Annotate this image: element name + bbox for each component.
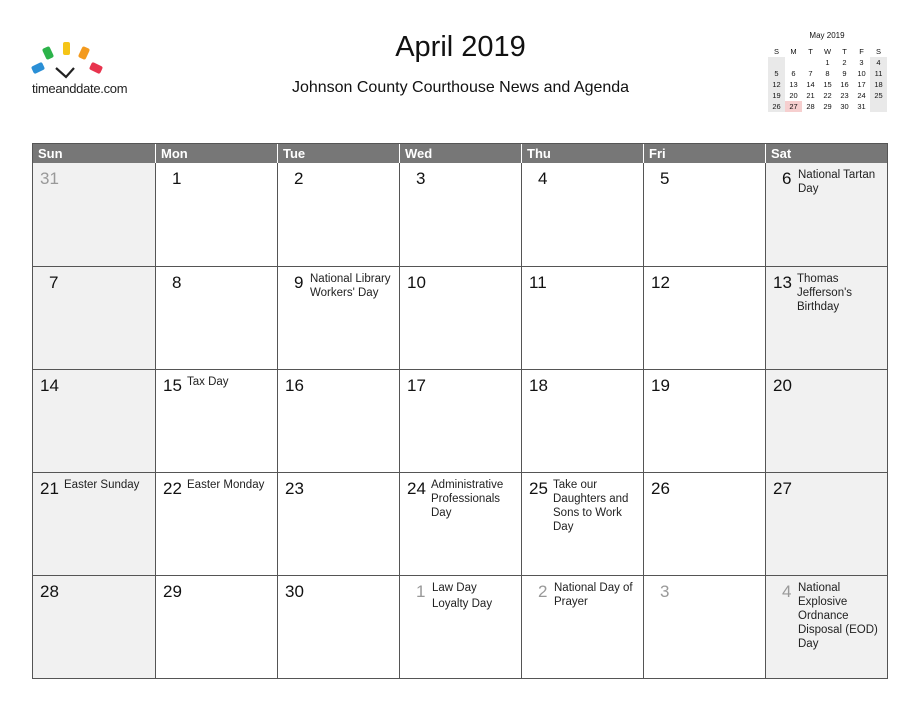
mini-day: 3 xyxy=(859,58,864,67)
day-cell[interactable] xyxy=(399,266,521,369)
day-number: 18 xyxy=(529,376,548,395)
event-label[interactable]: Administrative Professionals Day xyxy=(431,479,504,519)
day-number: 2 xyxy=(294,169,304,188)
event-label[interactable]: Law Day xyxy=(432,582,477,594)
day-cell[interactable] xyxy=(399,163,521,266)
day-number: 6 xyxy=(782,169,792,188)
day-cell[interactable] xyxy=(521,369,643,472)
event-list xyxy=(553,478,641,536)
day-number: 20 xyxy=(773,376,792,395)
day-number: 17 xyxy=(407,376,426,395)
mini-calendar-grid xyxy=(768,46,886,112)
mini-day: 2 xyxy=(842,58,847,67)
day-number: 3 xyxy=(660,582,670,601)
day-number: 8 xyxy=(172,273,182,292)
day-number: 12 xyxy=(651,273,670,292)
event-label[interactable]: National Tartan Day xyxy=(798,169,876,195)
event-list xyxy=(64,478,152,494)
day-cell[interactable] xyxy=(643,266,765,369)
event-label[interactable]: Easter Sunday xyxy=(64,479,140,491)
mini-day: 23 xyxy=(840,91,849,100)
day-number: 3 xyxy=(416,169,426,188)
day-number: 4 xyxy=(782,582,792,601)
day-cell[interactable] xyxy=(765,369,887,472)
day-number: 25 xyxy=(529,479,548,498)
day-cell[interactable] xyxy=(399,369,521,472)
calendar-title: April 2019 xyxy=(395,31,526,63)
mini-calendar xyxy=(768,31,886,112)
day-cell[interactable] xyxy=(643,575,765,678)
event-label[interactable]: Loyalty Day xyxy=(432,598,493,610)
day-number: 21 xyxy=(40,479,59,498)
mini-day: 8 xyxy=(825,69,830,78)
event-list xyxy=(798,168,885,198)
day-cell[interactable] xyxy=(765,163,887,266)
day-cell[interactable] xyxy=(277,369,399,472)
event-label[interactable]: National Library Workers' Day xyxy=(310,273,391,299)
weekday-header-mon: Mon xyxy=(155,144,277,163)
day-number: 27 xyxy=(773,479,792,498)
mini-day: 27 xyxy=(785,101,802,112)
day-cell[interactable] xyxy=(521,575,643,678)
event-list xyxy=(554,581,641,611)
event-label[interactable]: National Day of Prayer xyxy=(554,582,633,608)
day-number: 9 xyxy=(294,273,304,292)
mini-day: 26 xyxy=(768,101,785,112)
day-cell[interactable] xyxy=(155,163,277,266)
mini-day: 1 xyxy=(825,58,830,67)
mini-day: 10 xyxy=(857,69,866,78)
mini-day: 24 xyxy=(857,91,866,100)
mini-day: 18 xyxy=(870,79,887,90)
day-number: 23 xyxy=(285,479,304,498)
mini-day: 19 xyxy=(768,90,785,101)
day-cell[interactable] xyxy=(521,472,643,575)
mini-day: 11 xyxy=(870,68,887,79)
day-cell[interactable] xyxy=(277,472,399,575)
event-label[interactable]: Thomas Jefferson's Birthday xyxy=(797,273,853,313)
day-cell[interactable] xyxy=(643,472,765,575)
mini-calendar-title: May 2019 xyxy=(809,31,845,40)
day-cell[interactable] xyxy=(643,163,765,266)
event-list xyxy=(797,272,885,316)
weekday-header-wed: Wed xyxy=(399,144,521,163)
day-cell[interactable] xyxy=(33,266,155,369)
day-cell[interactable] xyxy=(399,575,521,678)
day-number: 24 xyxy=(407,479,426,498)
mini-day: 4 xyxy=(870,57,887,68)
day-number: 29 xyxy=(163,582,182,601)
day-number: 7 xyxy=(49,273,59,292)
day-cell[interactable] xyxy=(765,266,887,369)
day-cell[interactable] xyxy=(277,575,399,678)
mini-day-header: S xyxy=(773,47,779,56)
mini-day-header: F xyxy=(859,47,864,56)
mini-day: 9 xyxy=(842,69,847,78)
mini-day: 30 xyxy=(840,102,849,111)
day-cell[interactable] xyxy=(399,472,521,575)
day-number: 14 xyxy=(40,376,59,395)
logo-text: timeanddate.com xyxy=(32,81,128,96)
mini-day: 20 xyxy=(789,91,798,100)
weekday-header-sun: Sun xyxy=(38,146,63,161)
mini-day: 21 xyxy=(806,91,815,100)
mini-day-header: T xyxy=(842,47,847,56)
day-cell[interactable] xyxy=(521,163,643,266)
day-number: 31 xyxy=(40,169,59,188)
day-number: 30 xyxy=(285,582,304,601)
event-label[interactable]: Easter Monday xyxy=(187,479,265,491)
day-cell[interactable] xyxy=(155,266,277,369)
event-list xyxy=(187,478,275,494)
day-cell[interactable] xyxy=(155,472,277,575)
day-number: 1 xyxy=(416,582,426,601)
calendar-subtitle: Johnson County Courthouse News and Agenda xyxy=(291,79,630,96)
day-cell[interactable] xyxy=(765,575,887,678)
mini-day: 14 xyxy=(806,80,815,89)
mini-day: 17 xyxy=(857,80,866,89)
day-number: 5 xyxy=(660,169,670,188)
mini-day: 25 xyxy=(870,90,887,101)
mini-day: 31 xyxy=(857,102,866,111)
mini-day: 29 xyxy=(823,102,832,111)
day-cell[interactable] xyxy=(521,266,643,369)
weekday-header-tue: Tue xyxy=(277,144,399,163)
mini-day: 12 xyxy=(768,79,785,90)
event-list xyxy=(431,478,519,522)
weekday-header-sat: Sat xyxy=(765,144,887,163)
mini-day: 28 xyxy=(806,102,815,111)
mini-day: 5 xyxy=(768,68,785,79)
day-number: 13 xyxy=(773,273,792,292)
mini-day: 15 xyxy=(823,80,832,89)
mini-day: 13 xyxy=(789,80,798,89)
event-label[interactable]: Tax Day xyxy=(187,376,229,388)
mini-day: 22 xyxy=(823,91,832,100)
day-number: 19 xyxy=(651,376,670,395)
mini-day-header: S xyxy=(875,47,881,56)
day-cell[interactable] xyxy=(33,369,155,472)
day-cell[interactable] xyxy=(277,163,399,266)
mini-day xyxy=(870,101,887,112)
mini-day-header: T xyxy=(808,47,813,56)
weekday-header-thu: Thu xyxy=(521,144,643,163)
day-number: 28 xyxy=(40,582,59,601)
day-cell[interactable] xyxy=(277,266,399,369)
day-number: 22 xyxy=(163,479,182,498)
day-cell[interactable] xyxy=(33,472,155,575)
month-calendar xyxy=(32,143,888,679)
event-list xyxy=(310,272,397,302)
event-label[interactable]: National Explosive Ordnance Disposal (EOD) Day xyxy=(798,582,878,650)
mini-day-header: W xyxy=(823,47,832,56)
event-list xyxy=(187,375,275,391)
mini-day xyxy=(802,57,819,68)
day-number: 1 xyxy=(172,169,182,188)
day-number: 2 xyxy=(538,582,548,601)
event-list xyxy=(432,581,519,613)
day-number: 16 xyxy=(285,376,304,395)
mini-day xyxy=(768,57,785,68)
event-label[interactable]: Take our Daughters and Sons to Work Day xyxy=(553,479,629,533)
day-cell[interactable] xyxy=(765,472,887,575)
mini-day: 6 xyxy=(791,69,796,78)
mini-day xyxy=(785,57,802,68)
day-cell[interactable] xyxy=(33,575,155,678)
day-cell[interactable] xyxy=(155,575,277,678)
mini-day-header: M xyxy=(790,47,797,56)
weekday-header-row xyxy=(33,144,887,163)
day-cell[interactable] xyxy=(33,163,155,266)
day-cell[interactable] xyxy=(643,369,765,472)
day-number: 10 xyxy=(407,273,426,292)
day-number: 11 xyxy=(529,273,547,292)
event-list xyxy=(798,581,885,653)
mini-day: 16 xyxy=(840,80,849,89)
day-number: 15 xyxy=(163,376,182,395)
day-number: 26 xyxy=(651,479,670,498)
day-number: 4 xyxy=(538,169,548,188)
calendar-grid xyxy=(33,163,887,678)
day-cell[interactable] xyxy=(155,369,277,472)
mini-day: 7 xyxy=(808,69,813,78)
weekday-header-fri: Fri xyxy=(643,144,765,163)
